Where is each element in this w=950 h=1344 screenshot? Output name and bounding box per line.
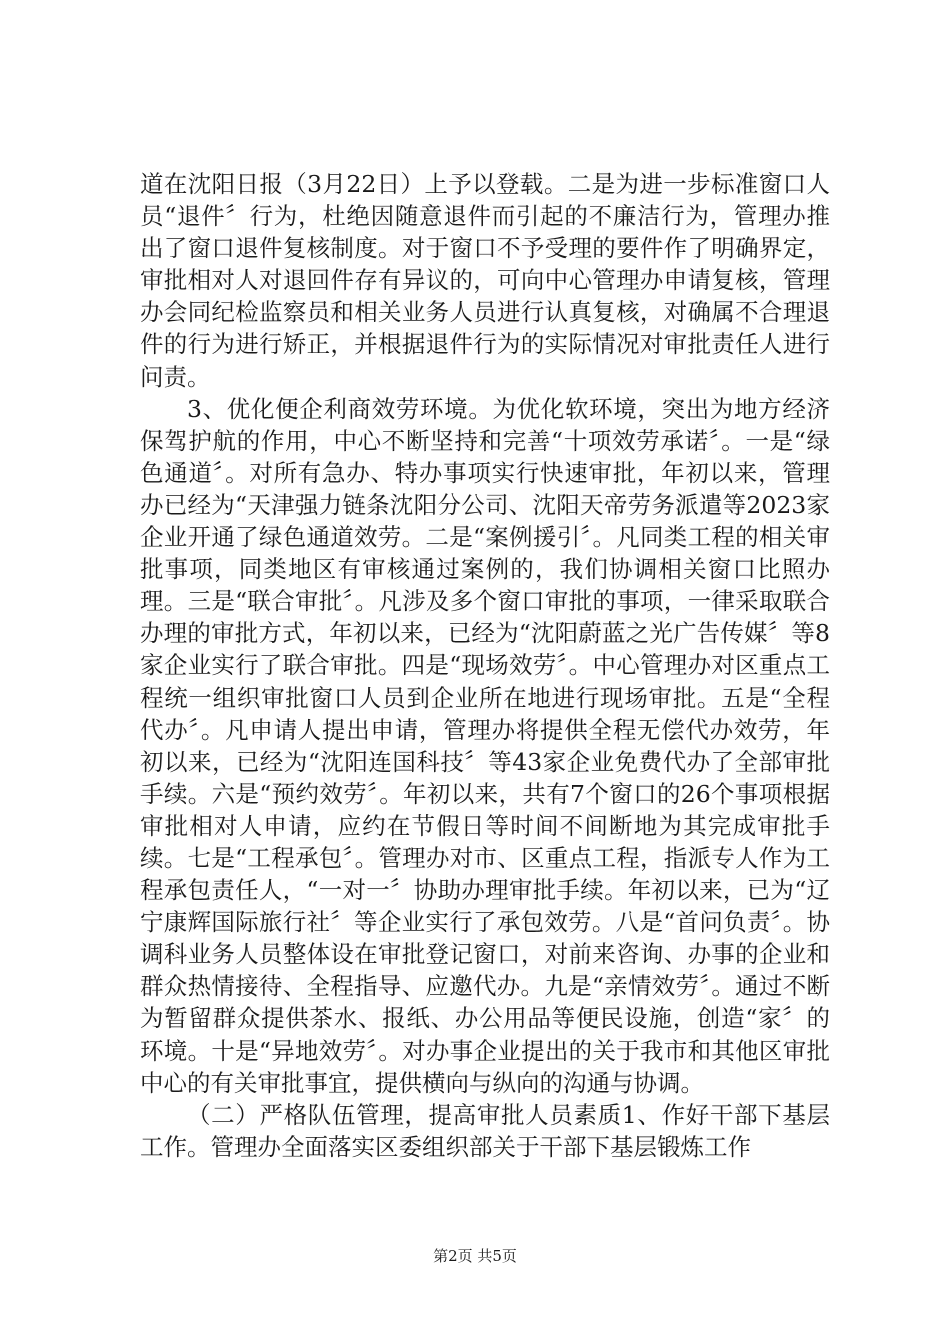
- document-body: [140, 168, 830, 1163]
- paragraph-1: 道在沈阳日报（3月22日）上予以登载。二是为进一步标准窗口人员“退件〞行为，杜绝因随意退件而引起的不廉洁行为，管理办推出了窗口退件复核制度。对于窗口不予受理的要件作了明确界定，审批相对人对退回件存有异议的，可向中心管理办申请复核，管理办会同纪检监察员和相关业务人员进行认真复核，对确属不合理退件的行为进行矫正，并根据退件行为的实际情况对审批责任人进行问责。: [140, 170, 830, 391]
- page-number-footer: 第2页 共5页: [433, 1247, 517, 1265]
- paragraph-2: 3、优化便企利商效劳环境。为优化软环境，突出为地方经济保驾护航的作用，中心不断坚持和完善“十项效劳承诺〞。一是“绿色通道〞。对所有急办、特办事项实行快速审批，年初以来，管理办已经为“天津强力链条沈阳分公司、沈阳天帝劳务派遣等2023家企业开通了绿色通道效劳。二是“案例援引〞。凡同类工程的相关审批事项，同类地区有审核通过案例的，我们协调相关窗口比照办理。三是“联合审批〞。凡涉及多个窗口审批的事项，一律采取联合办理的审批方式，年初以来，已经为“沈阳蔚蓝之光广告传媒〞等8家企业实行了联合审批。四是“现场效劳〞。中心管理办对区重点工程统一组织审批窗口人员到企业所在地进行现场审批。五是“全程代办〞。凡申请人提出申请，管理办将提供全程无偿代办效劳，年初以来，已经为“沈阳连国科技〞等43家企业免费代办了全部审批手续。六是“预约效劳〞。年初以来，共有7个窗口的26个事项根据审批相对人申请，应约在节假日等时间不间断地为其完成审批手续。七是“工程承包〞。管理办对市、区重点工程，指派专人作为工程承包责任人，“一对一〞协助办理审批手续。年初以来，已为“辽宁康辉国际旅行社〞等企业实行了承包效劳。八是“首问负责〞。协调科业务人员整体设在审批登记窗口，对前来咨询、办事的企业和群众热情接待、全程指导、应邀代办。九是“亲情效劳〞。通过不断为暂留群众提供茶水、报纸、办公用品等便民设施，创造“家〞的环境。十是“异地效劳〞。对办事企业提出的关于我市和其他区审批中心的有关审批事宜，提供横向与纵向的沟通与协调。: [140, 394, 830, 1097]
- paragraph-3: （二）严格队伍管理，提高审批人员素质1、作好干部下基层工作。管理办全面落实区委组织部关于干部下基层锻炼工作: [140, 1100, 830, 1161]
